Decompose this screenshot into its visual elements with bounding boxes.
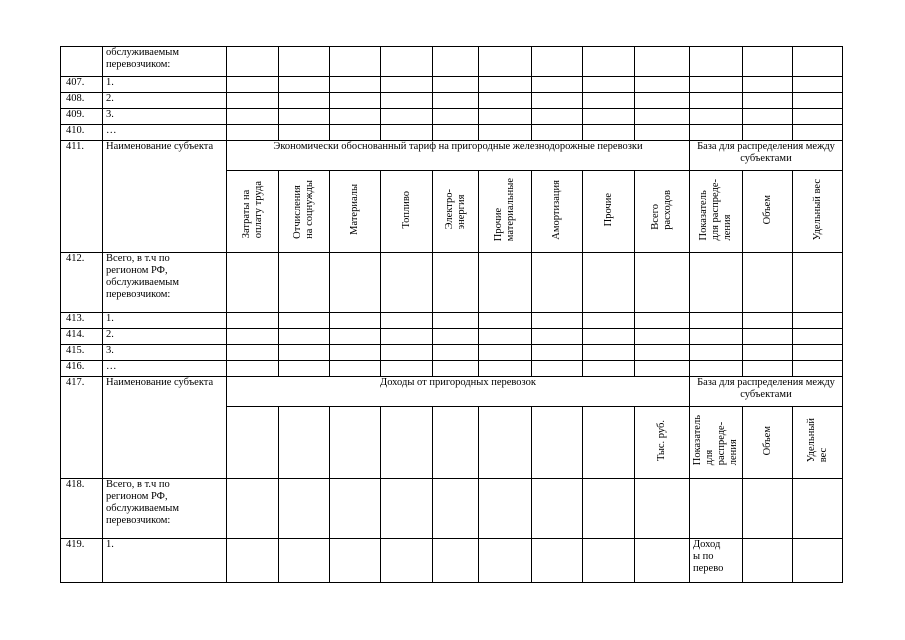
row-name: 3. xyxy=(103,109,227,125)
row-number: 411. xyxy=(61,141,103,253)
row-name: … xyxy=(103,125,227,141)
row-number: 414. xyxy=(61,329,103,345)
name-column-header: Наименование субъекта xyxy=(103,141,227,253)
base-value: Доход ы по перево xyxy=(690,539,743,583)
tariff-table xyxy=(60,46,843,583)
column-header: Всего расходов xyxy=(635,171,690,253)
column-header: Тыс. руб. xyxy=(635,407,690,479)
base-header: База для распределения между субъектами xyxy=(690,377,843,407)
table-row xyxy=(61,47,843,77)
column-header: Электро- энергия xyxy=(433,171,479,253)
row-number: 418. xyxy=(61,479,103,539)
row-name: Всего, в т.ч по регионом РФ, обслуживаемым перевозчиком: xyxy=(103,479,227,539)
column-header: Материалы xyxy=(330,171,381,253)
row-number: 409. xyxy=(61,109,103,125)
table-row xyxy=(61,125,843,141)
table-row xyxy=(61,361,843,377)
column-header: Амортизация xyxy=(532,171,583,253)
column-header: Топливо xyxy=(381,171,433,253)
row-name: … xyxy=(103,361,227,377)
column-header: Удельный вес xyxy=(793,407,843,479)
column-header: Отчисления на соцнужды xyxy=(279,171,330,253)
row-number: 415. xyxy=(61,345,103,361)
name-column-header: Наименование субъекта xyxy=(103,377,227,479)
table-row xyxy=(61,479,843,539)
row-name: 3. xyxy=(103,345,227,361)
table-row xyxy=(61,109,843,125)
group-header: Экономически обоснованный тариф на пригородные железнодорожные перевозки xyxy=(227,141,690,171)
table-row xyxy=(61,345,843,361)
row-name: 1. xyxy=(103,313,227,329)
column-header: Показатель для распреде- ления xyxy=(690,407,743,479)
table-row xyxy=(61,329,843,345)
table-row xyxy=(61,93,843,109)
row-name: 2. xyxy=(103,329,227,345)
row-number: 407. xyxy=(61,77,103,93)
section-header-row xyxy=(61,141,843,171)
column-header: Прочие материальные xyxy=(479,171,532,253)
row-number: 416. xyxy=(61,361,103,377)
row-name: 1. xyxy=(103,77,227,93)
row-name: 2. xyxy=(103,93,227,109)
column-header: Объем xyxy=(743,407,793,479)
table-row xyxy=(61,253,843,313)
table-row xyxy=(61,539,843,583)
base-header: База для распределения между субъектами xyxy=(690,141,843,171)
row-name: обслуживаемым перевозчиком: xyxy=(103,47,227,77)
row-name: Всего, в т.ч по регионом РФ, обслуживаемым перевозчиком: xyxy=(103,253,227,313)
column-header: Объем xyxy=(743,171,793,253)
column-header: Показатель для распреде- ления xyxy=(690,171,743,253)
row-number: 417. xyxy=(61,377,103,479)
row-number: 410. xyxy=(61,125,103,141)
column-header: Удельный вес xyxy=(793,171,843,253)
column-header: Затраты на оплату труда xyxy=(227,171,279,253)
column-header: Прочие xyxy=(583,171,635,253)
table-row xyxy=(61,77,843,93)
row-number: 412. xyxy=(61,253,103,313)
row-number: 419. xyxy=(61,539,103,583)
row-name: 1. xyxy=(103,539,227,583)
row-number: 413. xyxy=(61,313,103,329)
group-header: Доходы от пригородных перевозок xyxy=(227,377,690,407)
row-number: 408. xyxy=(61,93,103,109)
table-row xyxy=(61,313,843,329)
section-header-row xyxy=(61,377,843,407)
